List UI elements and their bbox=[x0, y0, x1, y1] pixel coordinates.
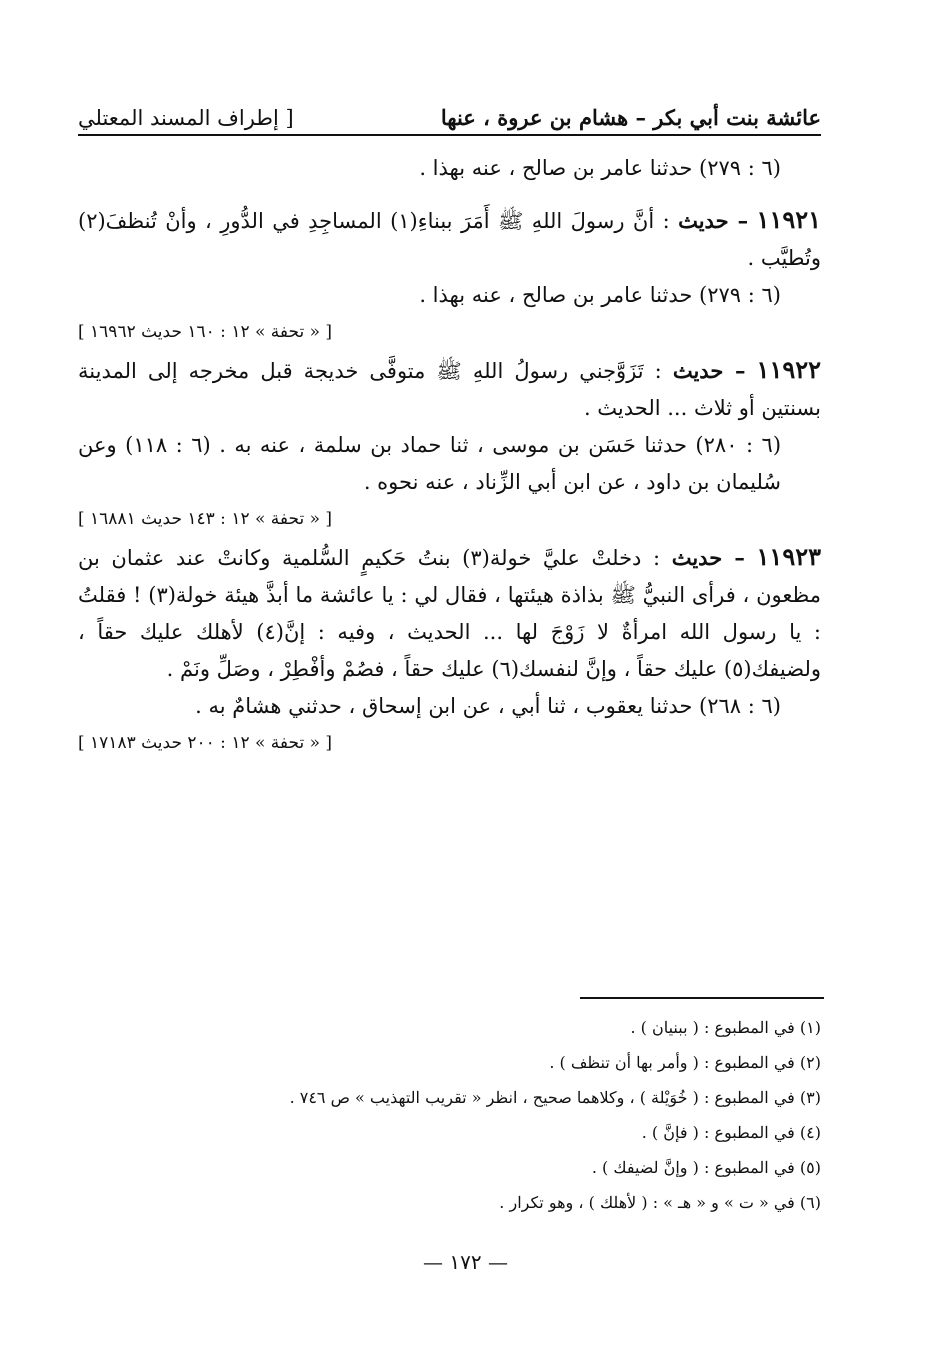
footnote: (١) في المطبوع : ( ببنيان ) . bbox=[630, 1018, 821, 1037]
footnote: (٣) في المطبوع : ( خُوَيْلة ) ، وكلاهما صحيح ، انظر « تقريب التهذيب » ص ٧٤٦ . bbox=[289, 1088, 821, 1107]
header-book-title: [ إطراف المسند المعتلي bbox=[78, 106, 294, 130]
hadith-number: ١١٩٢٢ bbox=[756, 355, 821, 384]
hadith-number: ١١٩٢٣ bbox=[756, 542, 821, 571]
hadith-label: – حديث bbox=[672, 358, 746, 383]
header-rule bbox=[78, 134, 821, 136]
hadith-text: : دخلتْ عليَّ خولة(٣) بنتُ حَكيمٍ السُّلمية وكانتْ عند عثمان بن مظعون ، فرأى النبيُّ ﷺ بذاذة هيئتها ، فقال لي : يا عائشة ما أبذَّ هيئة خولة(٣) ! فقلتُ : يا رسول الله امرأةٌ لا زَوْجَ لها ... الحديث ، وفيه : إنَّ(٤) لأهلك عليك حقاً ، ولضيفك(٥) عليك حقاً ، وإنَّ لنفسك(٦) عليك حقاً ، فصُمْ وأفْطِرْ ، وصَلِّ ونَمْ . bbox=[78, 546, 821, 681]
header-chapter-title: عائشة بنت أبي بكر – هشام بن عروة ، عنها bbox=[440, 105, 821, 130]
page-number: — ١٧٢ — bbox=[423, 1250, 508, 1274]
tuhfa-reference: [ « تحفة » ١٢ : ١٤٣ حديث ١٦٨٨١ ] bbox=[78, 509, 333, 529]
source-line: (٦ : ٢٦٨) حدثنا يعقوب ، ثنا أبي ، عن ابن إسحاق ، حدثني هشامٌ به . bbox=[195, 694, 781, 718]
footnotes bbox=[110, 1010, 821, 1220]
hadith-label: – حديث bbox=[671, 545, 745, 570]
tuhfa-reference: [ « تحفة » ١٢ : ٢٠٠ حديث ١٧١٨٣ ] bbox=[78, 733, 333, 753]
hadith-entry bbox=[78, 201, 821, 277]
hadith-entry bbox=[78, 538, 821, 688]
footnote: (٦) في « ت » و « هـ » : ( لأهلك ) ، وهو تكرار . bbox=[499, 1193, 821, 1212]
hadith-number: ١١٩٢١ bbox=[756, 205, 821, 234]
hadith-text: : أنَّ رسولَ اللهِ ﷺ أَمَرَ ببناءِ(١) المساجِدِ في الدُّورِ ، وأنْ تُنظفَ(٢) وتُطيَّب . bbox=[78, 209, 821, 270]
hadith-label: – حديث bbox=[678, 208, 749, 233]
page-body bbox=[78, 150, 821, 762]
tuhfa-reference: [ « تحفة » ١٢ : ١٦٠ حديث ١٦٩٦٢ ] bbox=[78, 322, 333, 342]
footnote: (٥) في المطبوع : ( وإنَّ لضيفك ) . bbox=[591, 1158, 821, 1177]
hadith-entry bbox=[78, 351, 821, 427]
source-line: (٦ : ٢٨٠) حدثنا حَسَن بن موسى ، ثنا حماد بن سلمة ، عنه به . (٦ : ١١٨) وعن سُليمان بن داود ، عن ابن أبي الزِّناد ، عنه نحوه . bbox=[78, 433, 782, 494]
source-line: (٦ : ٢٧٩) حدثنا عامر بن صالح ، عنه بهذا . bbox=[419, 283, 781, 307]
hadith-text: : تَزَوَّجني رسولُ اللهِ ﷺ متوفَّى خديجة قبل مخرجه إلى المدينة بسنتين أو ثلاث ... الحديث . bbox=[78, 359, 821, 420]
footnote-rule bbox=[580, 997, 824, 999]
footnote: (٤) في المطبوع : ( فإنَّ ) . bbox=[641, 1123, 821, 1142]
footnote: (٢) في المطبوع : ( وأمر بها أن تنظف ) . bbox=[549, 1053, 821, 1072]
running-header bbox=[78, 96, 821, 130]
source-line: (٦ : ٢٧٩) حدثنا عامر بن صالح ، عنه بهذا . bbox=[419, 156, 781, 180]
